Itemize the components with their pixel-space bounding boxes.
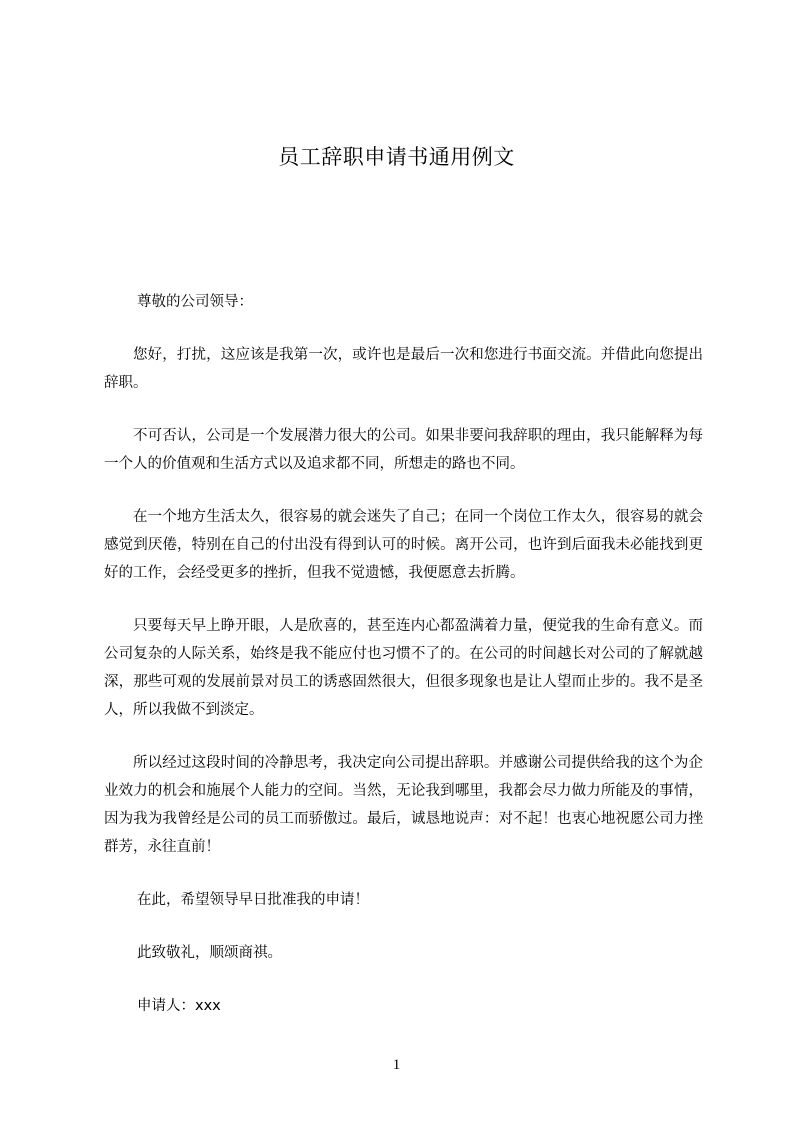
body-paragraph-2: 不可否认，公司是一个发展潜力很大的公司。如果非要问我辞职的理由，我只能解释为每一个人的价值观和生活方式以及追求都不同，所想走的路也不同。 bbox=[104, 428, 703, 472]
applicant-signature: 申请人：xxx bbox=[137, 998, 221, 1014]
body-paragraph-3: 在一个地方生活太久，很容易的就会迷失了自己；在同一个岗位工作太久，很容易的就会感觉到厌倦，特别在自己的付出没有得到认可的时候。离开公司，也许到后面我未必能找到更好的工作，会经受更多的挫折，但我不觉遗憾，我便愿意去折腾。 bbox=[104, 509, 703, 581]
closing-regards: 此致敬礼，顺颂商祺。 bbox=[137, 945, 282, 961]
document-title: 员工辞职申请书通用例文 bbox=[278, 145, 515, 169]
body-paragraph-4: 只要每天早上睁开眼，人是欣喜的，甚至连内心都盈满着力量，便觉我的生命有意义。而公司复杂的人际关系，始终是我不能应付也习惯不了的。在公司的时间越长对公司的了解就越深，那些可观的发展前景对员工的诱惑固然很大，但很多现象也是让人望而止步的。我不是圣人，所以我做不到淡定。 bbox=[104, 618, 703, 718]
body-paragraph-1: 您好，打扰，这应该是我第一次，或许也是最后一次和您进行书面交流。并借此向您提出辞职。 bbox=[104, 347, 703, 391]
salutation: 尊敬的公司领导： bbox=[137, 294, 253, 310]
page-number: 1 bbox=[392, 1057, 401, 1073]
closing-request: 在此，希望领导早日批准我的申请！ bbox=[137, 892, 369, 908]
letter-body bbox=[104, 288, 703, 1020]
body-paragraph-5: 所以经过这段时间的冷静思考，我决定向公司提出辞职。并感谢公司提供给我的这个为企业效力的机会和施展个人能力的空间。当然，无论我到哪里，我都会尽力做力所能及的事情，因为我为我曾经是公司的员工而骄傲过。最后，诚恳地说声：对不起！也衷心地祝愿公司力挫群芳，永往直前！ bbox=[104, 755, 703, 855]
